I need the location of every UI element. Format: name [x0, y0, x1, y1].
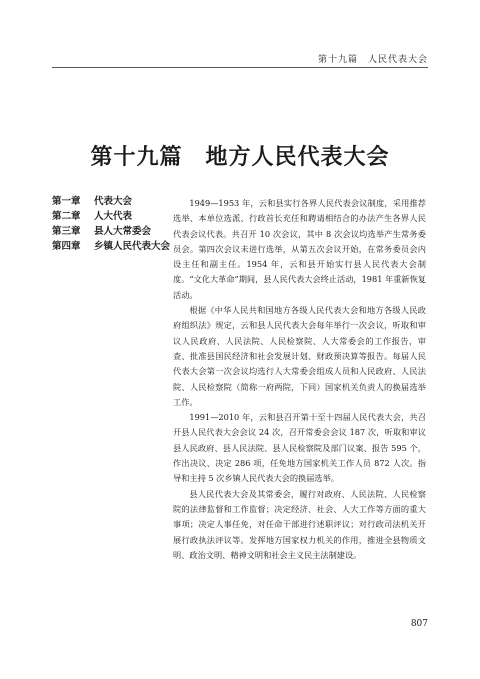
toc-chapter-number: 第三章 [52, 226, 81, 237]
toc-chapter-number: 第一章 [52, 196, 81, 207]
paragraph: 1949—1953 年，云和县实行各界人民代表会议制度，采用推荐选举、本单位选派、行政首长充任和聘请相结合的办法产生各界人民代表会议代表。共召开 10 次会议，其中 8 次会议均选举产生常务委员会。第四次会议未进行选举，从第五次会议开始，在常务委员会内设主任和副主任。1954 年，云和县开始实行县人民代表大会制度。“文化大革命”期间，县人民代表大会终止活动，1981 年重新恢复活动。 [173, 198, 426, 300]
paragraph: 根据《中华人民共和国地方各级人民代表大会和地方各级人民政府组织法》规定，云和县人民代表大会每年举行一次会议，听取和审议人民政府、人民法院、人民检察院、人大常委会的工作报告，审查、批准县国民经济和社会发展计划、财政预决算等报告。每届人民代表大会第一次会议均选行人大常委会组成人员和人民政府、人民法院、人民检察院（简称一府两院，下同）国家机关负责人的换届选举工作。 [173, 305, 426, 407]
paragraph: 县人民代表大会及其常委会，履行对政府、人民法院、人民检察院的法律监督和工作监督；决定经济、社会、人大工作等方面的重大事项；决定人事任免，对任命干部进行述职评议；对行政司法机关开展行政执法评议等。发挥地方国家权力机关的作用，推进全县物质文明、政治文明、精神文明和社会主义民主法制建设。 [173, 488, 426, 560]
toc-chapter-number: 第二章 [52, 211, 81, 222]
paragraph: 1991—2010 年，云和县召开第十至十四届人民代表大会，共召开县人民代表大会会议 24 次，召开常委会会议 187 次，听取和审议县人民政府、县人民法院、县人民检察院及部门议案、报告 595 个，作出决议、决定 286 项，任免地方国家机关工作人员 872 人次。指导和主持 5 次乡镇人民代表大会的换届选举。 [173, 412, 426, 484]
toc-chapter-label: 代表大会 [94, 196, 133, 207]
page-title: 第十九篇 地方人民代表大会 [90, 145, 390, 170]
body-text [173, 196, 426, 563]
header-rule [52, 67, 428, 68]
toc-chapter-label: 乡镇人民代表大会 [94, 241, 171, 252]
toc-chapter-number: 第四章 [52, 241, 81, 252]
toc-chapter-label: 县人大常委会 [94, 226, 152, 237]
running-header: 第十九篇 人民代表大会 [317, 55, 428, 65]
page-number: 807 [410, 619, 428, 629]
toc-chapter-label: 人大代表 [94, 211, 133, 222]
